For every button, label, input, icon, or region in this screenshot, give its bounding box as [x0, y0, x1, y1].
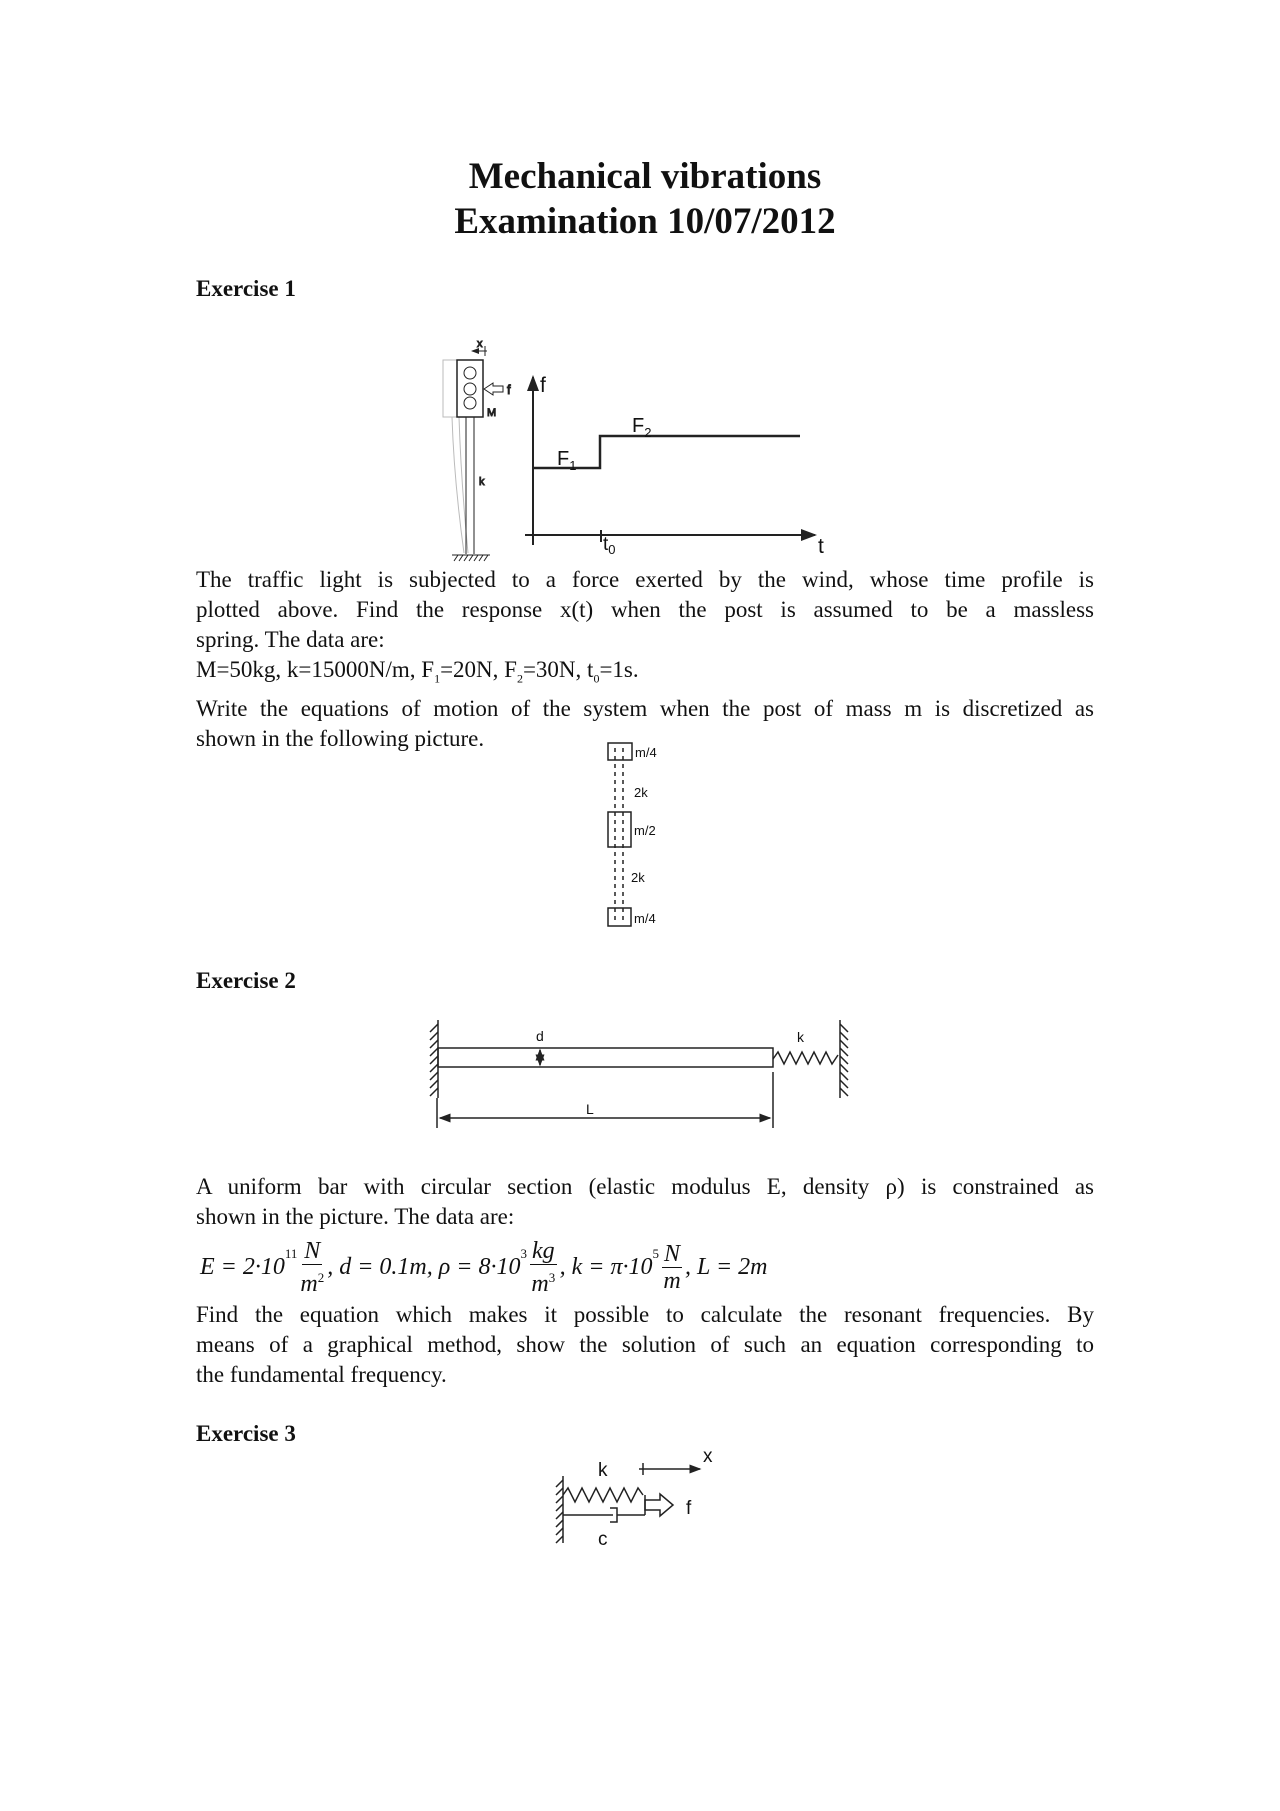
text-line: Write the equations of motion of the system when the post of mass m is discretized as	[196, 695, 1094, 721]
diameter-label: d	[536, 1028, 544, 1044]
spring1-label: 2k	[634, 785, 648, 800]
page-subtitle: Examination 10/07/2012	[454, 201, 836, 242]
text-line: plotted above. Find the response x(t) when the post is assumed to be a massless	[196, 597, 1094, 622]
mass-label: M	[487, 407, 497, 419]
exercise-2-text	[196, 1172, 1094, 1232]
page-title: Mechanical vibrations	[468, 156, 822, 197]
exercise-2-heading: Exercise 2	[196, 968, 296, 993]
force-label: f	[507, 382, 511, 397]
exercise-3-heading: Exercise 3	[196, 1421, 296, 1446]
traffic-light-figure	[443, 338, 511, 561]
middle-mass-label: m/2	[634, 823, 656, 838]
f-label: f	[686, 1498, 692, 1519]
force-time-plot	[525, 374, 824, 558]
k-label: k	[598, 1460, 608, 1481]
data-formula: E = 2·10 $^{11}$ $\frac{N}{m^2}$ , d = 0.1m, ρ = 8·10 $^3$ $\frac{kg}{m^3}$ , k = π·10 $^5$ $\frac{N}{m}$ , L = 2m	[200, 1238, 768, 1297]
discretized-post-figure	[608, 743, 657, 926]
text-line: spring. The data are:	[196, 627, 385, 652]
f2-label: $F_2$	[632, 415, 652, 440]
text-line: The traffic light is subjected to a force exerted by the wind, whose time profile is	[196, 567, 1094, 592]
top-mass-label: m/4	[635, 745, 657, 760]
text-line: shown in the picture. The data are:	[196, 1204, 515, 1229]
axis-t-label: t	[818, 535, 824, 558]
bottom-mass-label: m/4	[634, 911, 656, 926]
bar-figure	[430, 1020, 848, 1128]
spring2-label: 2k	[631, 870, 645, 885]
exercise-1-text	[196, 565, 1094, 754]
text-line: Find the equation which makes it possible to calculate the resonant frequencies. By	[196, 1302, 1094, 1327]
data-line: M=50kg, k=15000N/m, $F_1=20N$, $F_2=30N$, $t_0=1s$.	[196, 657, 639, 686]
f1-label: $F_1$	[557, 448, 577, 473]
exercise-1-heading: Exercise 1	[196, 276, 296, 301]
length-label: L	[586, 1101, 594, 1117]
exercise-2-question	[196, 1300, 1094, 1390]
text-line: A uniform bar with circular section (elastic modulus E, density ρ) is constrained as	[196, 1174, 1094, 1199]
t0-label: $t_0$	[603, 534, 616, 557]
c-label: c	[598, 1529, 608, 1550]
axis-f-label: f	[540, 374, 546, 397]
text-line: means of a graphical method, show the solution of such an equation corresponding to	[196, 1332, 1094, 1357]
spring-damper-figure	[556, 1446, 713, 1550]
text-line: the fundamental frequency.	[196, 1362, 447, 1387]
x-label: x	[477, 338, 483, 350]
x-label: x	[703, 1446, 713, 1467]
spring-label: k	[797, 1029, 804, 1045]
stiffness-label: k	[479, 476, 485, 488]
text-line: shown in the following picture.	[196, 725, 485, 751]
